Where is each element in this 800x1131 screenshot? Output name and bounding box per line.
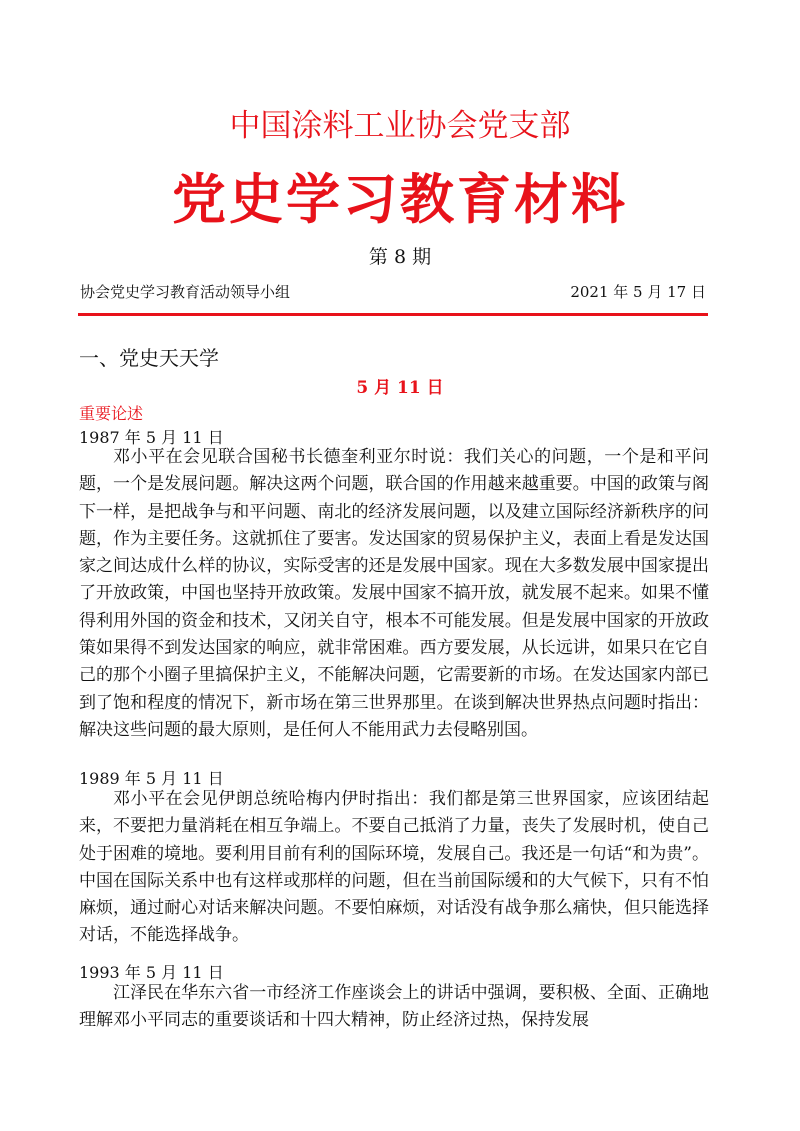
entry-text: 江泽民在华东六省一市经济工作座谈会上的讲话中强调，要积极、全面、正确地理解邓小平同志的重要谈话和十四大精神，防止经济过热，保持发展 — [79, 983, 709, 1031]
issue-number: 第 8 期 — [368, 246, 432, 268]
issuer: 协会党史学习教育活动领导小组 — [80, 283, 291, 301]
subheading: 重要论述 — [79, 404, 144, 423]
document-title: 党史学习教育材料 — [172, 167, 628, 231]
entry-text: 邓小平在会见联合国秘书长德奎利亚尔时说：我们关心的问题，一个是和平问题，一个是发展问题。解决这两个问题，联合国的作用越来越重要。中国的政策与阁下一样，是把战争与和平问题、南北的经济发展问题，以及建立国际经济新秩序的问题，作为主要任务。这就抓住了要害。发达国家的贸易保护主义，表面上看是发达国家之间达成什么样的协议，实际受害的还是发展中国家。现在大多数发展中国家提出了开放政策，中国也坚持开放政策。发展中国家不搞开放，就发展不起来。如果不懂得利用外国的资金和技术，又闭关自守，根本不可能发展。但是发展中国家的开放政策如果得不到发达国家的响应，就非常困难。西方要发展，从长远讲，如果只在它自己的那个小圈子里搞保护主义，不能解决问题，它需要新的市场。在发达国家内部已到了饱和程度的情况下，新市场在第三世界那里。在谈到解决世界热点问题时指出：解决这些问题的最大原则，是任何人不能用武力去侵略别国。 — [79, 447, 709, 740]
entry-text: 邓小平在会见伊朗总统哈梅内伊时指出：我们都是第三世界国家，应该团结起来，不要把力量消耗在相互争端上。不要自己抵消了力量，丧失了发展时机，使自己处于困难的境地。要利用目前有利的国际环境，发展自己。我还是一句话“和为贵”。中国在国际关系中也有这样或那样的问题，但在当前国际缓和的大气候下，只有不怕麻烦，通过耐心对话来解决问题。不要怕麻烦，对话没有战争那么痛快，但只能选择对话，不能选择战争。 — [79, 789, 709, 946]
entry-date: 1987 年 5 月 11 日 — [79, 428, 224, 447]
red-divider — [78, 313, 708, 316]
section-heading: 一、党史天天学 — [79, 346, 219, 370]
day-title: 5 月 11 日 — [356, 378, 444, 398]
entry-date: 1989 年 5 月 11 日 — [79, 769, 224, 788]
entry-date: 1993 年 5 月 11 日 — [79, 963, 224, 982]
org-name: 中国涂料工业协会党支部 — [229, 108, 571, 144]
issue-date: 2021 年 5 月 17 日 — [570, 283, 706, 301]
